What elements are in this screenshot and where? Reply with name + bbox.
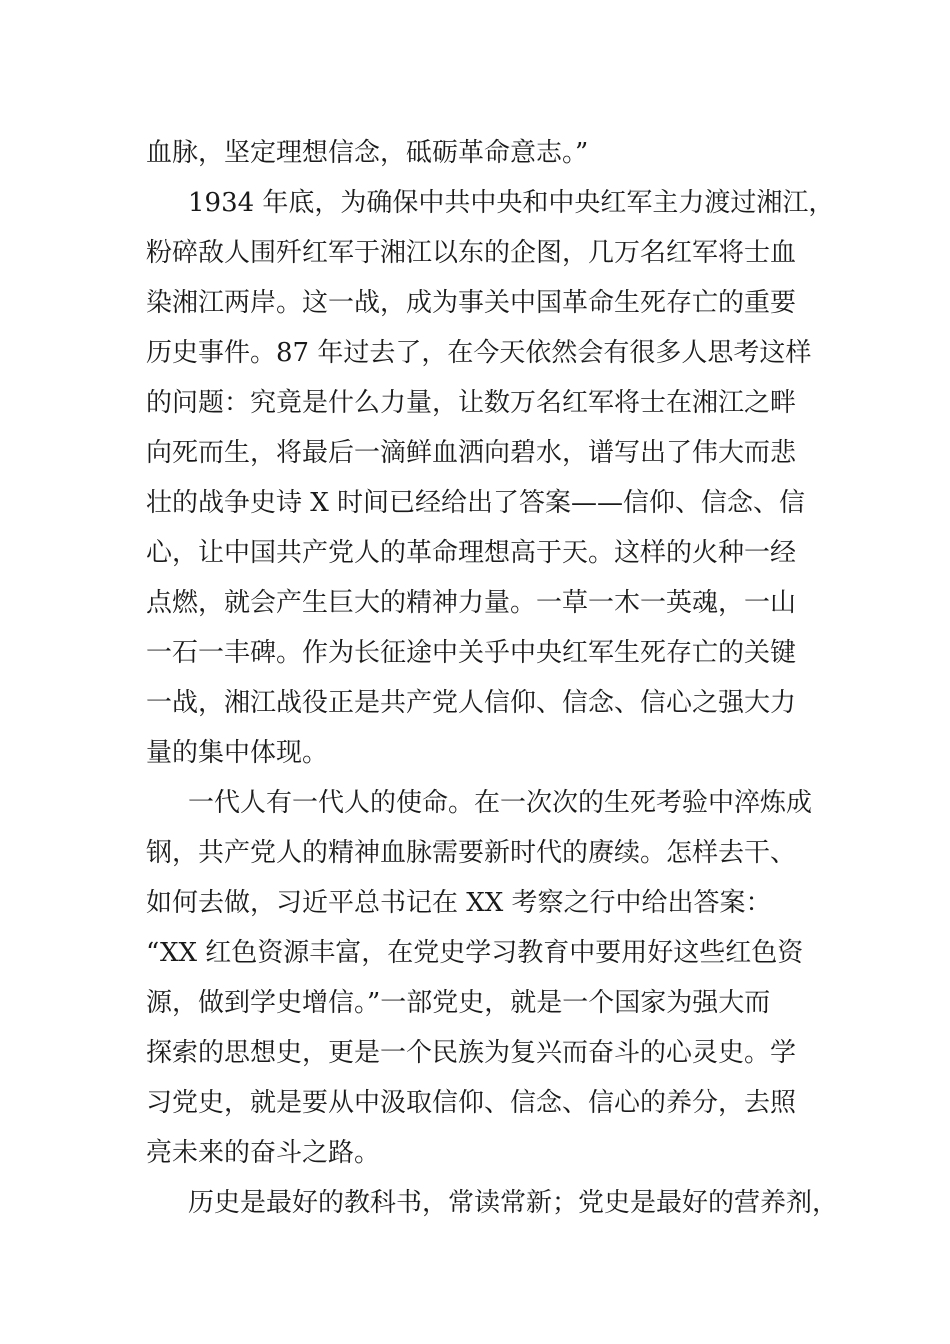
text-line: 血脉，坚定理想信念，砥砺革命意志。”	[146, 138, 589, 168]
document-body	[146, 128, 839, 1228]
text-line: 心，让中国共产党人的革命理想高于天。这样的火种一经	[146, 538, 797, 568]
text-line: 探索的思想史，更是一个民族为复兴而奋斗的心灵史。学	[146, 1038, 797, 1068]
text-line: 量的集中体现。	[146, 738, 329, 768]
paragraph-3	[146, 778, 826, 1178]
text-line: 粉碎敌人围歼红军于湘江以东的企图，几万名红军将士血	[146, 238, 797, 268]
text-line: 染湘江两岸。这一战，成为事关中国革命生死存亡的重要	[146, 288, 797, 318]
text-line: 一战，湘江战役正是共产党人信仰、信念、信心之强大力	[146, 688, 797, 718]
text-line: 向死而生，将最后一滴鲜血洒向碧水，谱写出了伟大而悲	[146, 438, 797, 468]
text-line: 的问题：究竟是什么力量，让数万名红军将士在湘江之畔	[146, 388, 797, 418]
text-line: 壮的战争史诗 X 时间已经给出了答案——信仰、信念、信	[146, 488, 806, 518]
paragraph-2	[146, 178, 835, 778]
text-line: 钢，共产党人的精神血脉需要新时代的赓续。怎样去干、	[146, 838, 797, 868]
text-line: 历史事件。87 年过去了，在今天依然会有很多人思考这样	[146, 338, 812, 368]
text-line: 亮未来的奋斗之路。	[146, 1138, 381, 1168]
text-line: 源，做到学史增信。”一部党史，就是一个国家为强大而	[146, 988, 771, 1018]
text-line: 历史是最好的教科书，常读常新；党史是最好的营养剂，	[188, 1188, 839, 1218]
text-line: 点燃，就会产生巨大的精神力量。一草一木一英魂，一山	[146, 588, 797, 618]
text-line: “XX 红色资源丰富，在党史学习教育中要用好这些红色资	[146, 938, 804, 968]
text-line: 1934 年底，为确保中共中央和中央红军主力渡过湘江，	[188, 188, 835, 218]
text-line: 如何去做，习近平总书记在 XX 考察之行中给出答案：	[146, 888, 772, 918]
paragraph-4	[146, 1178, 839, 1228]
text-line: 一代人有一代人的使命。在一次次的生死考验中淬炼成	[188, 788, 813, 818]
text-line: 一石一丰碑。作为长征途中关乎中央红军生死存亡的关键	[146, 638, 797, 668]
text-line: 习党史，就是要从中汲取信仰、信念、信心的养分，去照	[146, 1088, 797, 1118]
paragraph-1	[146, 128, 826, 178]
